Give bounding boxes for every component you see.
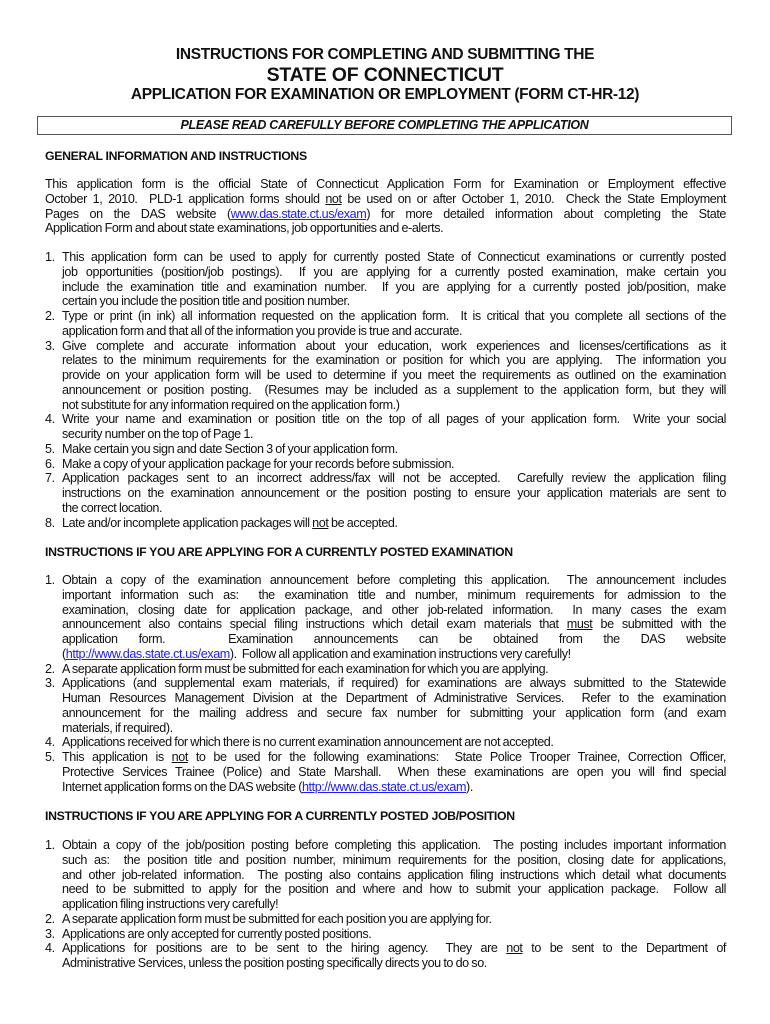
notice-box [37,116,732,135]
emphasis-must: must [566,617,593,632]
exam-instructions-list [45,573,726,794]
intro-line: This application form is the official State of Connecticut Application Form for Examination or Employment effective [45,177,726,191]
emphasis-not: not [171,750,188,764]
title-form-name: APPLICATION FOR EXAMINATION OR EMPLOYMENT (FORM CT-HR-12) [130,86,640,103]
general-instructions-list [45,250,726,530]
section-heading-general: GENERAL INFORMATION AND INSTRUCTIONS [45,149,307,163]
intro-line: Pages on the DAS website (www.das.state.ct.us/exam) for more detailed information about completing the State [45,206,726,221]
list-item: 4. Applications for positions are to be sent to the hiring agency. They are not to be sent to the Department of Administrative Services, unless the position posting specifically directs you to do so. [45,941,726,970]
list-item: 4. Write your name and examination or position title on the top of all pages of your application form. Write your social security number on the top of Page 1. [45,412,726,441]
intro-line: Application Form and about state examinations, job opportunities and e-alerts. [45,221,444,236]
list-item: 1. Obtain a copy of the examination announcement before completing this application. The announcement includes important information such as: the examination title and number, minimum requirements for admission to the examination, closing date for application package, and other job-related information. In many cases the exam announcement also contains special filing instructions which detail exam materials that must be submitted with the application form. Examination announcements can be obtained from the DAS website (http://www.das.state.ct.us/exam). Follow all application and examination instructions very carefully! [45,573,726,661]
das-exam-link[interactable]: http://www.das.state.ct.us/exam [65,646,230,661]
list-item: 1. This application form can be used to apply for currently posted State of Connecticut examinations or currently posted job opportunities (position/job postings). If you are applying for a currently posted examination, make certain you include the examination title and examination number. If you are applying for a currently posted job/position, make certain you include the position title and position number. [45,250,726,309]
section-heading-job: INSTRUCTIONS IF YOU ARE APPLYING FOR A CURRENTLY POSTED JOB/POSITION [45,809,515,823]
title-state-name: STATE OF CONNECTICUT [266,64,504,86]
das-exam-link[interactable]: http://www.das.state.ct.us/exam [301,779,467,794]
list-item: 6. Make a copy of your application package for your records before submission. [45,456,455,471]
emphasis-not: not [325,191,342,206]
list-item: 3. Applications are only accepted for currently posted positions. [45,926,372,941]
list-item: 5. Make certain you sign and date Section 3 of your application form. [45,441,398,456]
list-item: 3. Give complete and accurate information about your education, work experiences and licenses/certifications as it relates to the minimum requirements for the examination or position for which you are applying. The information you provide on your application form will be used to determine if you meet the requirements as outlined on the examination announcement or position posting. (Resumes may be included as a supplement to the application form, but they will not substitute for any information required on the application form.) [45,338,726,412]
general-intro-paragraph [45,177,726,236]
title-line-1: INSTRUCTIONS FOR COMPLETING AND SUBMITTING THE [175,46,595,63]
emphasis-not: not [506,941,523,956]
list-item: 3. Applications (and supplemental exam materials, if required) for examinations are always submitted to the Statewide Human Resources Management Division at the Department of Administrative Services. Refer to the examination announcement for the mailing address and secure fax number for submitting your application form (and exam materials, if required). [45,676,726,735]
list-item: 5. This application is not to be used for the following examinations: State Police Trooper Trainee, Correction Officer, Protective Services Trainee (Police) and State Marshall. When these examinations are open you will find special Internet application forms on the DAS website (http://www.das.state.ct.us/exam). [45,750,727,794]
list-item: 2. A separate application form must be submitted for each position you are applying for. [45,911,492,926]
list-item: 2. A separate application form must be submitted for each examination for which you are applying. [45,661,549,676]
list-item: 8. Late and/or incomplete application packages will not be accepted. [45,515,398,530]
notice-text: PLEASE READ CAREFULLY BEFORE COMPLETING THE APPLICATION [180,118,589,132]
emphasis-not: not [312,515,329,530]
section-heading-exam: INSTRUCTIONS IF YOU ARE APPLYING FOR A CURRENTLY POSTED EXAMINATION [45,545,513,559]
job-instructions-list [45,838,726,971]
list-item: 7. Application packages sent to an incorrect address/fax will not be accepted. Carefully review the application filing instructions on the examination announcement or the position posting to ensure your application materials are sent to the correct location. [45,471,726,515]
list-item: 1. Obtain a copy of the job/position posting before completing this application. The posting includes important information such as: the position title and position number, minimum requirements for the position, closing date for applications, and other job-related information. The posting also contains application filing instructions which detail what documents need to be submitted to apply for the position and where and how to submit your application package. Follow all application filing instructions very carefully! [45,838,726,911]
intro-line: October 1, 2010. PLD-1 application forms should not be used on or after October 1, 2010. Check the State Employment [45,191,727,206]
das-exam-link[interactable]: www.das.state.ct.us/exam [230,206,367,221]
list-item: 4. Applications received for which there is no current examination announcement are not accepted. [45,735,554,750]
list-item: 2. Type or print (in ink) all information requested on the application form. It is critical that you complete all sections of the application form and that all of the information you provide is true and accurate. [45,309,726,338]
